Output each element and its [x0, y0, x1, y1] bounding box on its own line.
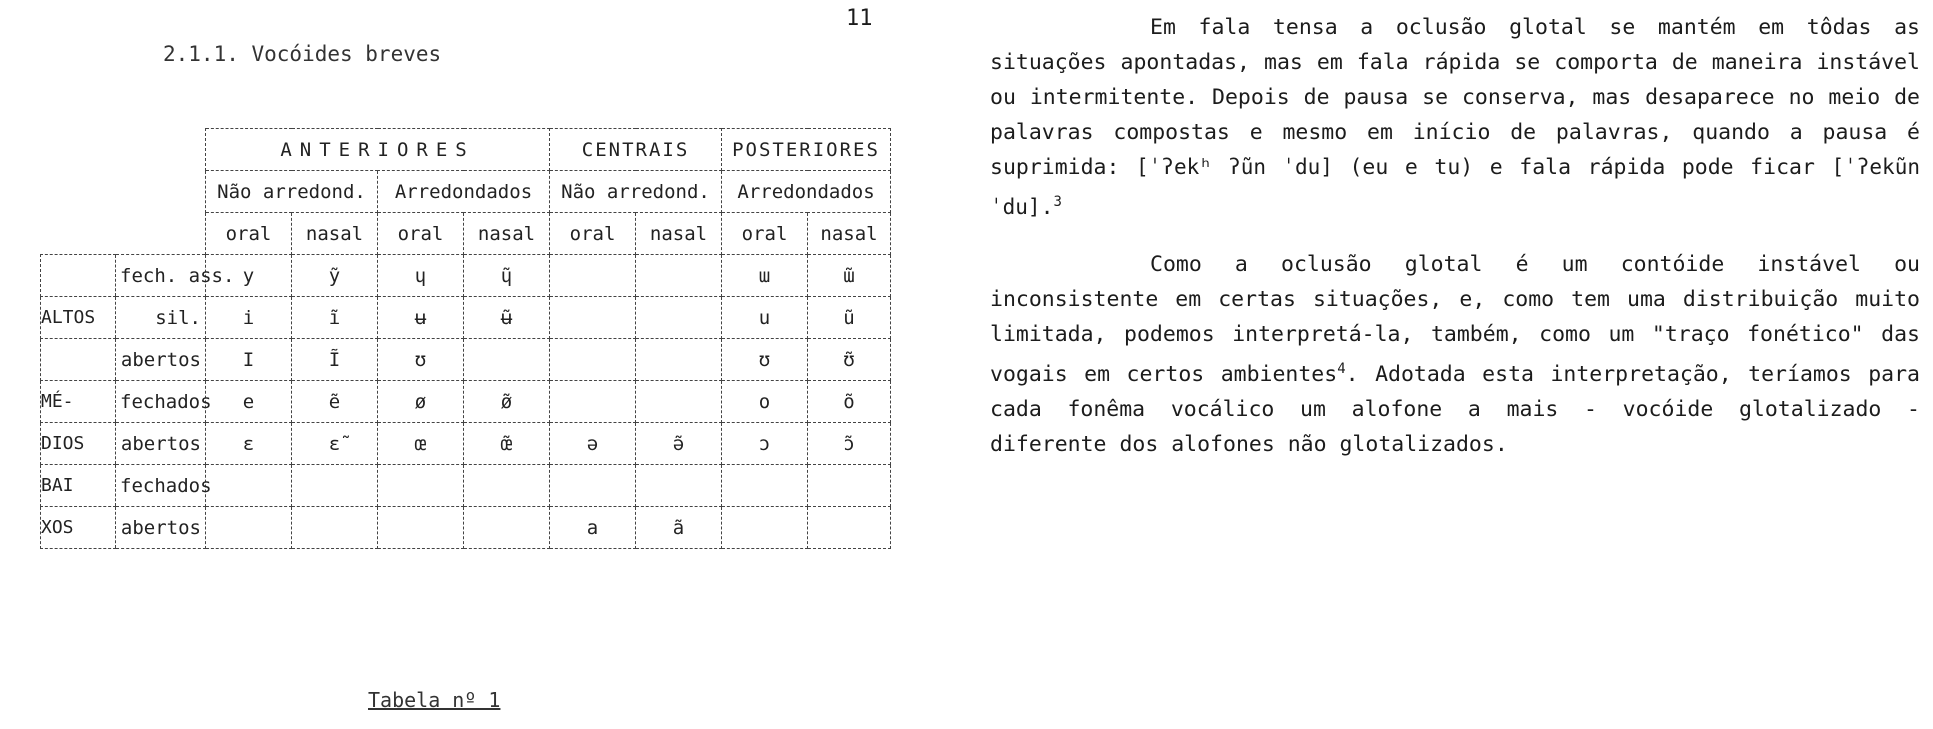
header-col: nasal [292, 213, 378, 255]
table-cell: ĩ [292, 297, 378, 339]
row-label: fechados [116, 465, 206, 507]
table-cell [464, 339, 550, 381]
phonetic-transcription: [ˈʔekʰ ʔũn ˈdu] [1136, 155, 1333, 179]
table-cell [636, 465, 722, 507]
table-cell: ũ [808, 297, 891, 339]
table-cell: ã [636, 507, 722, 549]
header-subgroup: Não arredond. [206, 171, 378, 213]
table-header-groups [41, 129, 891, 171]
table-cell: ø [378, 381, 464, 423]
table-cell: ʉ̃ [464, 297, 550, 339]
vowel-table-wrapper [40, 128, 890, 549]
table-cell [550, 255, 636, 297]
table-cell [636, 381, 722, 423]
header-subgroup: Arredondados [378, 171, 550, 213]
table-cell: a [550, 507, 636, 549]
text-run: Em fala tensa a oclusão glotal se mantém em tôdas as situações apontadas, mas em fala rápida se comporta de maneira instável ou intermitente. Depois de pausa se conserva, mas desaparece no meio de palavras compostas e mesmo em início de palavras, quando a pausa é suprimida: [990, 15, 1920, 180]
table-header-subgroups [41, 171, 891, 213]
table-cell: ɥ [378, 255, 464, 297]
header-col: oral [722, 213, 808, 255]
table-header-columns [41, 213, 891, 255]
phonetic-transcription: [ˈʔekũnˈdu] [990, 155, 1920, 220]
table-cell: ẽ [292, 381, 378, 423]
table-cell [722, 507, 808, 549]
row-label: fechados [116, 381, 206, 423]
table-cell: œ̃ [464, 423, 550, 465]
row-label: abertos [116, 339, 206, 381]
table-cell: ỹ [292, 255, 378, 297]
table-row [41, 507, 891, 549]
table-cell: ø̃ [464, 381, 550, 423]
table-cell [378, 465, 464, 507]
table-cell: œ [378, 423, 464, 465]
table-cell: ə [550, 423, 636, 465]
header-col: oral [378, 213, 464, 255]
text-run: (eu e tu) e fala rápida pode ficar [1332, 155, 1832, 180]
table-cell: ʊ̃ [808, 339, 891, 381]
table-row [41, 423, 891, 465]
table-cell: y [206, 255, 292, 297]
header-col: oral [550, 213, 636, 255]
table-cell [206, 507, 292, 549]
table-cell: I [206, 339, 292, 381]
row-group: DIOS [41, 423, 116, 465]
table-cell: ε̃ [292, 423, 378, 465]
section-heading: 2.1.1. Vocóides breves [163, 42, 442, 66]
text-run: . [1040, 195, 1054, 221]
table-cell: e [206, 381, 292, 423]
page-number: 11 [846, 6, 873, 31]
footnote-marker: 4 [1337, 361, 1346, 378]
table-cell: i [206, 297, 292, 339]
paragraph [990, 10, 1920, 225]
row-label: sil. [116, 297, 206, 339]
header-col: nasal [808, 213, 891, 255]
header-subgroup: Arredondados [722, 171, 891, 213]
row-group [41, 255, 116, 297]
header-group: ANTERIORES [206, 129, 550, 171]
table-row [41, 297, 891, 339]
table-cell: ʊ [378, 339, 464, 381]
row-label: abertos [116, 423, 206, 465]
row-label: fech. ass. [116, 255, 206, 297]
table-cell [206, 465, 292, 507]
text-run: Como a oclusão glotal é um contóide instável ou inconsistente em certas situações, e, como tem uma distribuição muito limitada, podemos interpretá-la, também, como um "traço fonético" das vogais em certos ambientes [990, 252, 1920, 388]
table-cell: Ĩ [292, 339, 378, 381]
paragraph [990, 247, 1920, 462]
row-group: MÉ- [41, 381, 116, 423]
table-cell: ɥ̃ [464, 255, 550, 297]
row-group: BAI [41, 465, 116, 507]
table-cell: õ [808, 381, 891, 423]
row-label: abertos [116, 507, 206, 549]
table-cell: ʊ [722, 339, 808, 381]
table-cell [636, 297, 722, 339]
table-row [41, 255, 891, 297]
header-subgroup: Não arredond. [550, 171, 722, 213]
table-cell: ɔ̃ [808, 423, 891, 465]
table-cell [722, 465, 808, 507]
table-cell [550, 339, 636, 381]
table-cell: ɔ [722, 423, 808, 465]
table-cell [464, 507, 550, 549]
table-cell [378, 507, 464, 549]
footnote-marker: 3 [1053, 194, 1062, 210]
table-cell: ɯ [722, 255, 808, 297]
table-row [41, 381, 891, 423]
table-cell [636, 339, 722, 381]
table-row [41, 465, 891, 507]
table-cell: ε [206, 423, 292, 465]
table-row [41, 339, 891, 381]
row-group [41, 339, 116, 381]
table-cell: ʉ [378, 297, 464, 339]
row-group: ALTOS [41, 297, 116, 339]
table-cell [550, 297, 636, 339]
table-cell [550, 465, 636, 507]
table-cell: ə̃ [636, 423, 722, 465]
table-cell: o [722, 381, 808, 423]
header-group: CENTRAIS [550, 129, 722, 171]
vowel-table [40, 128, 891, 549]
table-cell [550, 381, 636, 423]
table-cell [636, 255, 722, 297]
table-cell [292, 465, 378, 507]
body-text [990, 10, 1920, 462]
header-col: oral [206, 213, 292, 255]
table-cell: u [722, 297, 808, 339]
table-caption: Tabela nº 1 [368, 688, 501, 712]
table-cell [292, 507, 378, 549]
table-cell [464, 465, 550, 507]
header-col: nasal [464, 213, 550, 255]
text-run: . Adotada esta interpretação, teríamos para cada fonêma vocálico um alofone a mais - vocóide glotalizado - diferente dos alofones não glotalizados. [990, 362, 1920, 458]
row-group: XOS [41, 507, 116, 549]
table-cell: ɯ̃ [808, 255, 891, 297]
table-cell [808, 507, 891, 549]
header-group: POSTERIORES [722, 129, 891, 171]
table-cell [808, 465, 891, 507]
header-col: nasal [636, 213, 722, 255]
